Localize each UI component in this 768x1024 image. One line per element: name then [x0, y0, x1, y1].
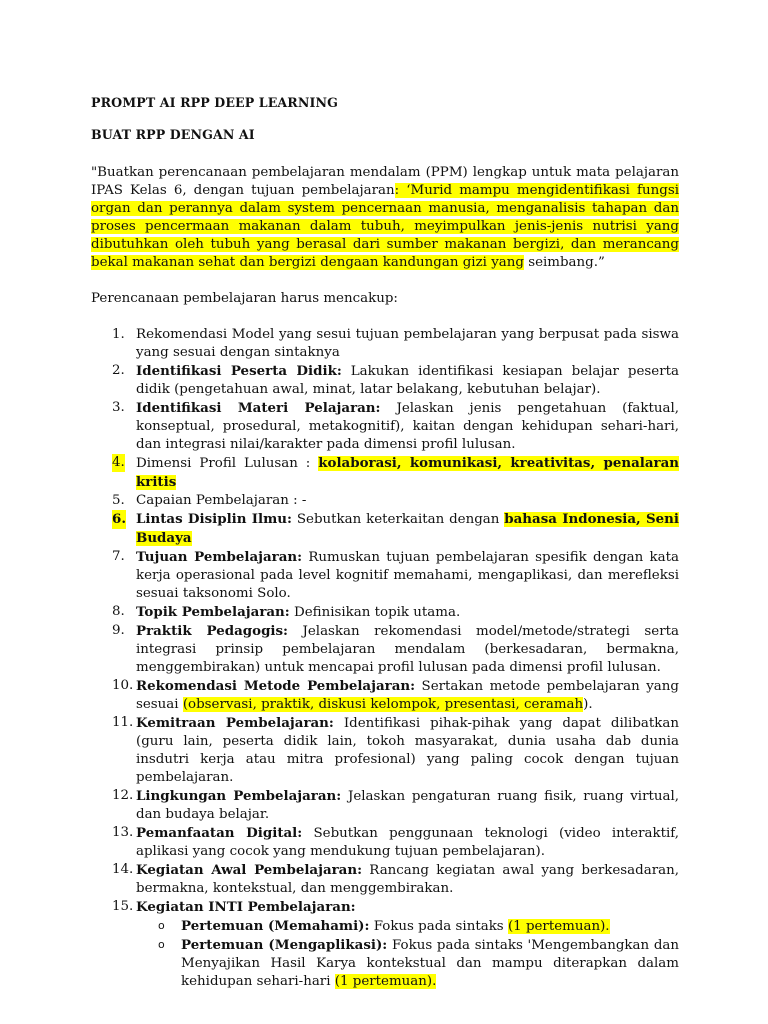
- item-text: Dimensi Profil Lulusan :: [136, 456, 319, 471]
- list-number: 3.: [112, 400, 125, 415]
- intro-tail: seimbang.”: [523, 255, 605, 270]
- list-number: 7.: [112, 549, 125, 564]
- list-item: [91, 824, 679, 861]
- item-text: Jelaskan rekomendasi model/metode/strategi serta integrasi prinsip pembelajaran mendalam (berkesadaran, bermakna, menggembirakan) untuk mencapai profil lulusan pada dimensi profil lulusan.: [136, 624, 679, 675]
- item-label: Kegiatan INTI Pembelajaran:: [136, 899, 356, 915]
- item-label: Kegiatan Awal Pembelajaran:: [136, 862, 363, 878]
- list-item: [91, 603, 679, 622]
- item-text: Rekomendasi Model yang sesui tujuan pembelajaran yang berpusat pada siswa yang sesuai dengan sintaknya: [136, 327, 679, 360]
- bullet-icon: o: [158, 938, 165, 951]
- intro-paragraph: [91, 164, 679, 272]
- item-label: Lingkungan Pembelajaran:: [136, 788, 342, 804]
- sub-item-highlight: (1 pertemuan).: [507, 919, 610, 934]
- item-label: Praktik Pedagogis:: [136, 623, 289, 639]
- list-number: 13.: [112, 825, 134, 840]
- sub-item-label: Pertemuan (Mengaplikasi):: [181, 937, 388, 953]
- item-label: Rekomendasi Metode Pembelajaran:: [136, 678, 416, 694]
- list-item: [91, 510, 679, 548]
- item-text: Jelaskan jenis pengetahuan (faktual, konseptual, prosedural, metakognitif), kaitan dengan kehidupan sehari-hari, dan integrasi nilai/karakter pada dimensi profil lulusan.: [136, 401, 679, 452]
- sub-list: [136, 917, 679, 991]
- document-title: PROMPT AI RPP DEEP LEARNING: [91, 95, 338, 110]
- list-item: [91, 677, 679, 714]
- item-text: Rancang kegiatan awal yang berkesadaran, bermakna, kontekstual, dan menggembirakan.: [136, 863, 679, 896]
- list-number: 14.: [112, 862, 134, 877]
- bullet-icon: o: [158, 919, 165, 932]
- item-text: Jelaskan pengaturan ruang fisik, ruang virtual, dan budaya belajar.: [136, 789, 680, 822]
- document-subtitle: BUAT RPP DENGAN AI: [91, 127, 255, 142]
- list-number: 9.: [112, 623, 125, 638]
- list-number: 2.: [112, 363, 125, 378]
- list-item: [91, 787, 679, 824]
- sub-item-text: Fokus pada sintaks: [369, 919, 508, 934]
- item-label: Tujuan Pembelajaran:: [136, 549, 303, 565]
- list-number: 1.: [112, 327, 125, 342]
- item-text: Sertakan metode pembelajaran yang sesuai: [136, 679, 679, 712]
- sub-item-text: Fokus pada sintaks 'Mengembangkan dan Menyajikan Hasil Karya kontekstual dan mampu diterapkan dalam kehidupan sehari-hari: [181, 938, 679, 989]
- document-page: [91, 92, 679, 991]
- item-highlight: (observasi, praktik, diskusi kelompok, presentasi, ceramah: [182, 697, 584, 712]
- list-number: 12.: [112, 788, 134, 803]
- list-item: [91, 326, 679, 362]
- item-label: Identifikasi Materi Pelajaran:: [136, 400, 381, 416]
- item-text: Sebutkan penggunaan teknologi (video interaktif, aplikasi yang cocok yang mendukung tujuan pembelajaran).: [136, 826, 679, 859]
- item-label: Identifikasi Peserta Didik:: [136, 363, 342, 379]
- item-text: Definisikan topik utama.: [289, 605, 461, 620]
- list-number: 15.: [112, 899, 134, 914]
- list-item: [91, 898, 679, 991]
- list-item: [91, 399, 679, 454]
- list-item: [91, 362, 679, 399]
- item-text: Identifikasi pihak-pihak yang dapat dilibatkan (guru lain, peserta didik lain, tokoh masyarakat, dunia usaha dab dunia insdutri kerja atau mitra profesional) yang paling cocok dengan tujuan pembelajaran.: [136, 716, 679, 785]
- item-text: Capaian Pembelajaran : -: [136, 493, 307, 508]
- list-number: 11.: [112, 715, 134, 730]
- item-highlight-text: kolaborasi, komunikasi, kreativitas, penalaran kritis: [136, 455, 680, 490]
- list-number: 10.: [112, 678, 134, 693]
- list-number: 5.: [112, 493, 125, 508]
- list-item: [91, 861, 679, 898]
- list-item: [91, 714, 679, 787]
- intro-highlight: : ‘Murid mampu mengidentifikasi fungsi organ dan perannya dalam system pencernaan manusia, menganalisis tahapan dan proses pencermaan makanan dalam tubuh, meyimpulkan jenis-jenis nutrisi yang dibutuhkan oleh tubuh yang berasal dari sumber makanan bergizi, dan merancang bekal makanan sehat dan bergizi dengaan kandungan gizi yang: [91, 183, 679, 270]
- list-item: [91, 492, 679, 510]
- item-text: Lakukan identifikasi kesiapan belajar peserta didik (pengetahuan awal, minat, latar belakang, kebutuhan belajar).: [136, 364, 679, 397]
- lead-paragraph: Perencanaan pembelajaran harus mencakup:: [91, 291, 398, 306]
- sub-list-item: [136, 936, 679, 991]
- requirements-list: [91, 326, 679, 991]
- list-number: [112, 510, 126, 529]
- item-text: Sebutkan keterkaitan dengan: [291, 512, 505, 527]
- list-number-text: 6.: [112, 511, 126, 527]
- list-item: [91, 622, 679, 677]
- sub-item-label: Pertemuan (Memahami):: [181, 918, 370, 934]
- list-number: 4.: [112, 455, 125, 470]
- intro-text: "Buatkan perencanaan pembelajaran mendalam (PPM) lengkap untuk mata pelajaran IPAS Kelas 6, dengan tujuan pembelajaran: [91, 165, 679, 198]
- item-highlight-text: bahasa Indonesia, Seni Budaya: [136, 511, 679, 546]
- list-item: [91, 454, 679, 492]
- list-item: [91, 548, 679, 603]
- item-label: Lintas Disiplin Ilmu:: [136, 511, 292, 527]
- item-label: Kemitraan Pembelajaran:: [136, 715, 334, 731]
- item-text: Rumuskan tujuan pembelajaran spesifik dengan kata kerja operasional pada level kognitif memahami, mengaplikasi, dan merefleksi sesuai taksonomi Solo.: [136, 550, 679, 601]
- list-number: 8.: [112, 604, 125, 619]
- item-text-tail: ).: [583, 697, 593, 712]
- sub-item-highlight: (1 pertemuan).: [334, 974, 437, 989]
- item-label: Pemanfaatan Digital:: [136, 825, 303, 841]
- sub-list-item: [136, 917, 679, 936]
- item-label: Topik Pembelajaran:: [136, 604, 290, 620]
